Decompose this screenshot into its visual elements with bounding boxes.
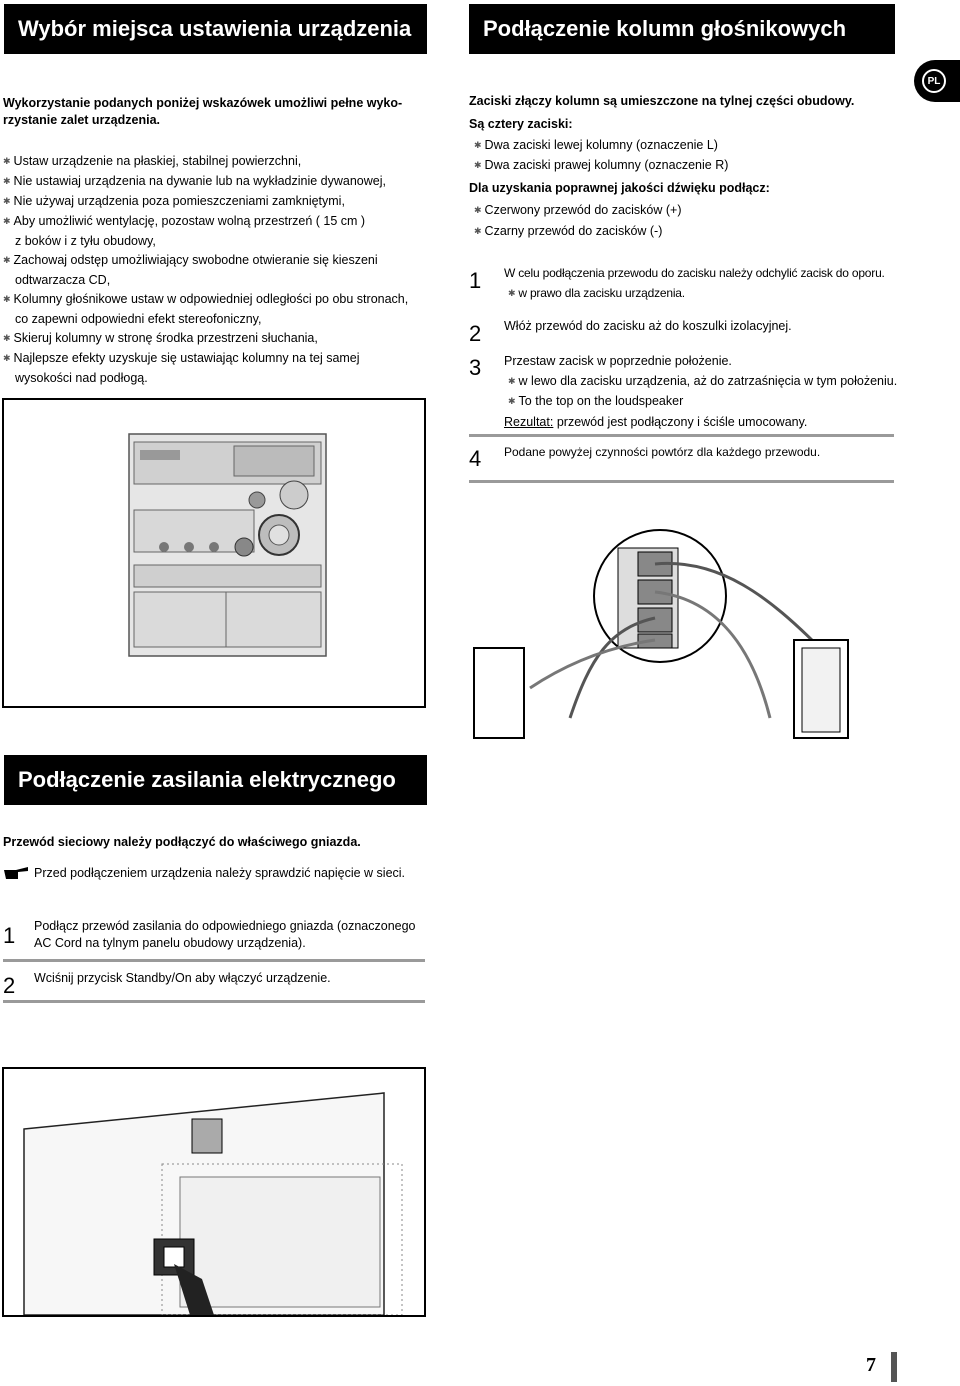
intro-line: rzystanie zalet urządzenia. [3,113,161,127]
step-number: 1 [469,268,482,293]
bullet-continuation: odtwarzacza CD, [15,273,111,287]
speaker-wiring-illustration [470,518,894,740]
step-main: W celu podłączenia przewodu do zacisku należy odchylić zacisk do oporu. [504,266,885,280]
wire-list [474,200,904,242]
step-number: 4 [469,446,482,471]
power-section-title: Podłączenie zasilania elektrycznego [18,767,396,792]
step-main: Przestaw zacisk w poprzednie położenie. [504,354,732,368]
left-section-header [4,4,427,54]
rear-panel-illustration [2,1067,426,1317]
bullet-item: ✱ Nie używaj urządzenia poza pomieszczeniami zamkniętymi, [3,192,428,212]
step-sub: ✱ w lewo dla zacisku urządzenia, aż do zatrzaśnięcia w tym położeniu. [504,372,944,393]
placement-intro [3,95,423,129]
step-sub: ✱ w prawo dla zacisku urządzenia. [504,285,944,303]
divider [469,434,894,437]
intro-line: Wykorzystanie podanych poniżej wskazówek umożliwi pełne wyko- [3,96,403,110]
bullet-continuation: wysokości nad podłogą. [15,371,148,385]
page-number: 7 [866,1354,876,1376]
language-badge [914,60,960,102]
step-number: 1 [3,923,16,948]
bullet-continuation: z boków i z tyłu obudowy, [15,234,156,248]
quality-heading: Dla uzyskania poprawnej jakości dźwięku podłącz: [469,181,770,195]
step-number: 2 [3,973,16,998]
rear-panel-drawing [4,1069,424,1315]
step-text [504,352,944,432]
step-sub: ✱ To the top on the loudspeaker [504,392,944,413]
step-text: Podane powyżej czynności powtórz dla każdego przewodu. [504,445,821,459]
bullet-item: ✱ Kolumny głośnikowe ustaw w odpowiedniej odległości po obu stronach, [3,290,428,310]
divider [469,480,894,483]
wire-item: ✱ Czerwony przewód do zacisków (+) [474,200,904,221]
page-number-bar [891,1352,897,1382]
step-text: Wciśnij przycisk Standby/On aby włączyć urządzenie. [34,971,331,985]
power-intro: Przewód sieciowy należy podłączyć do właściwego gniazda. [3,835,361,849]
result-line [504,413,944,433]
language-badge-label: PL [922,69,946,93]
step-line: AC Cord na tylnym panelu obudowy urządzenia). [34,936,306,950]
bullet-item: ✱ Nie ustawiaj urządzenia na dywanie lub na wykładzinie dywanowej, [3,172,428,192]
bullet-item: ✱ Zachowaj odstęp umożliwiający swobodne otwieranie się kieszeni [3,251,428,271]
pointing-hand-icon [2,864,30,882]
wire-item: ✱ Czarny przewód do zacisków (-) [474,221,904,242]
placement-bullets [3,152,428,388]
right-section-header [469,4,895,54]
bullet-item: ✱ Najlepsze efekty uzyskuje się ustawiając kolumny na tej samej [3,349,428,369]
power-section-header [4,755,427,805]
step-text: Włóż przewód do zacisku aż do koszulki izolacyjnej. [504,319,792,333]
terminals-location: Zaciski złączy kolumn są umieszczone na tylnej części obudowy. [469,94,855,108]
step-text [504,265,944,303]
power-note: Przed podłączeniem urządzenia należy sprawdzić napięcie w sieci. [34,866,406,880]
right-section-title: Podłączenie kolumn głośnikowych [483,16,847,41]
terminals-count: Są cztery zaciski: [469,117,573,131]
terminal-item: ✱ Dwa zaciski prawej kolumny (oznaczenie R) [474,156,904,176]
step-text [34,918,434,952]
bullet-item: ✱ Skieruj kolumny w stronę środka przestrzeni słuchania, [3,329,428,349]
result-label: Rezultat: [504,414,554,429]
result-text: przewód jest podłączony i ściśle umocowany. [556,414,808,429]
terminals-list [474,136,904,176]
stereo-system-drawing [4,400,424,706]
bullet-continuation: co zapewni odpowiedni efekt stereofoniczny, [15,312,262,326]
step-number: 3 [469,355,482,380]
divider [3,959,425,962]
terminal-item: ✱ Dwa zaciski lewej kolumny (oznaczenie L) [474,136,904,156]
step-line: Podłącz przewód zasilania do odpowiedniego gniazda (oznaczonego [34,919,416,933]
bullet-item: ✱ Ustaw urządzenie na płaskiej, stabilnej powierzchni, [3,152,428,172]
stereo-front-illustration [2,398,426,708]
step-number: 2 [469,321,482,346]
bullet-item: ✱ Aby umożliwić wentylację, pozostaw wolną przestrzeń ( 15 cm ) [3,212,428,232]
speaker-wiring-drawing [470,518,894,740]
left-section-title: Wybór miejsca ustawienia urządzenia [18,16,412,41]
divider [3,1000,425,1003]
